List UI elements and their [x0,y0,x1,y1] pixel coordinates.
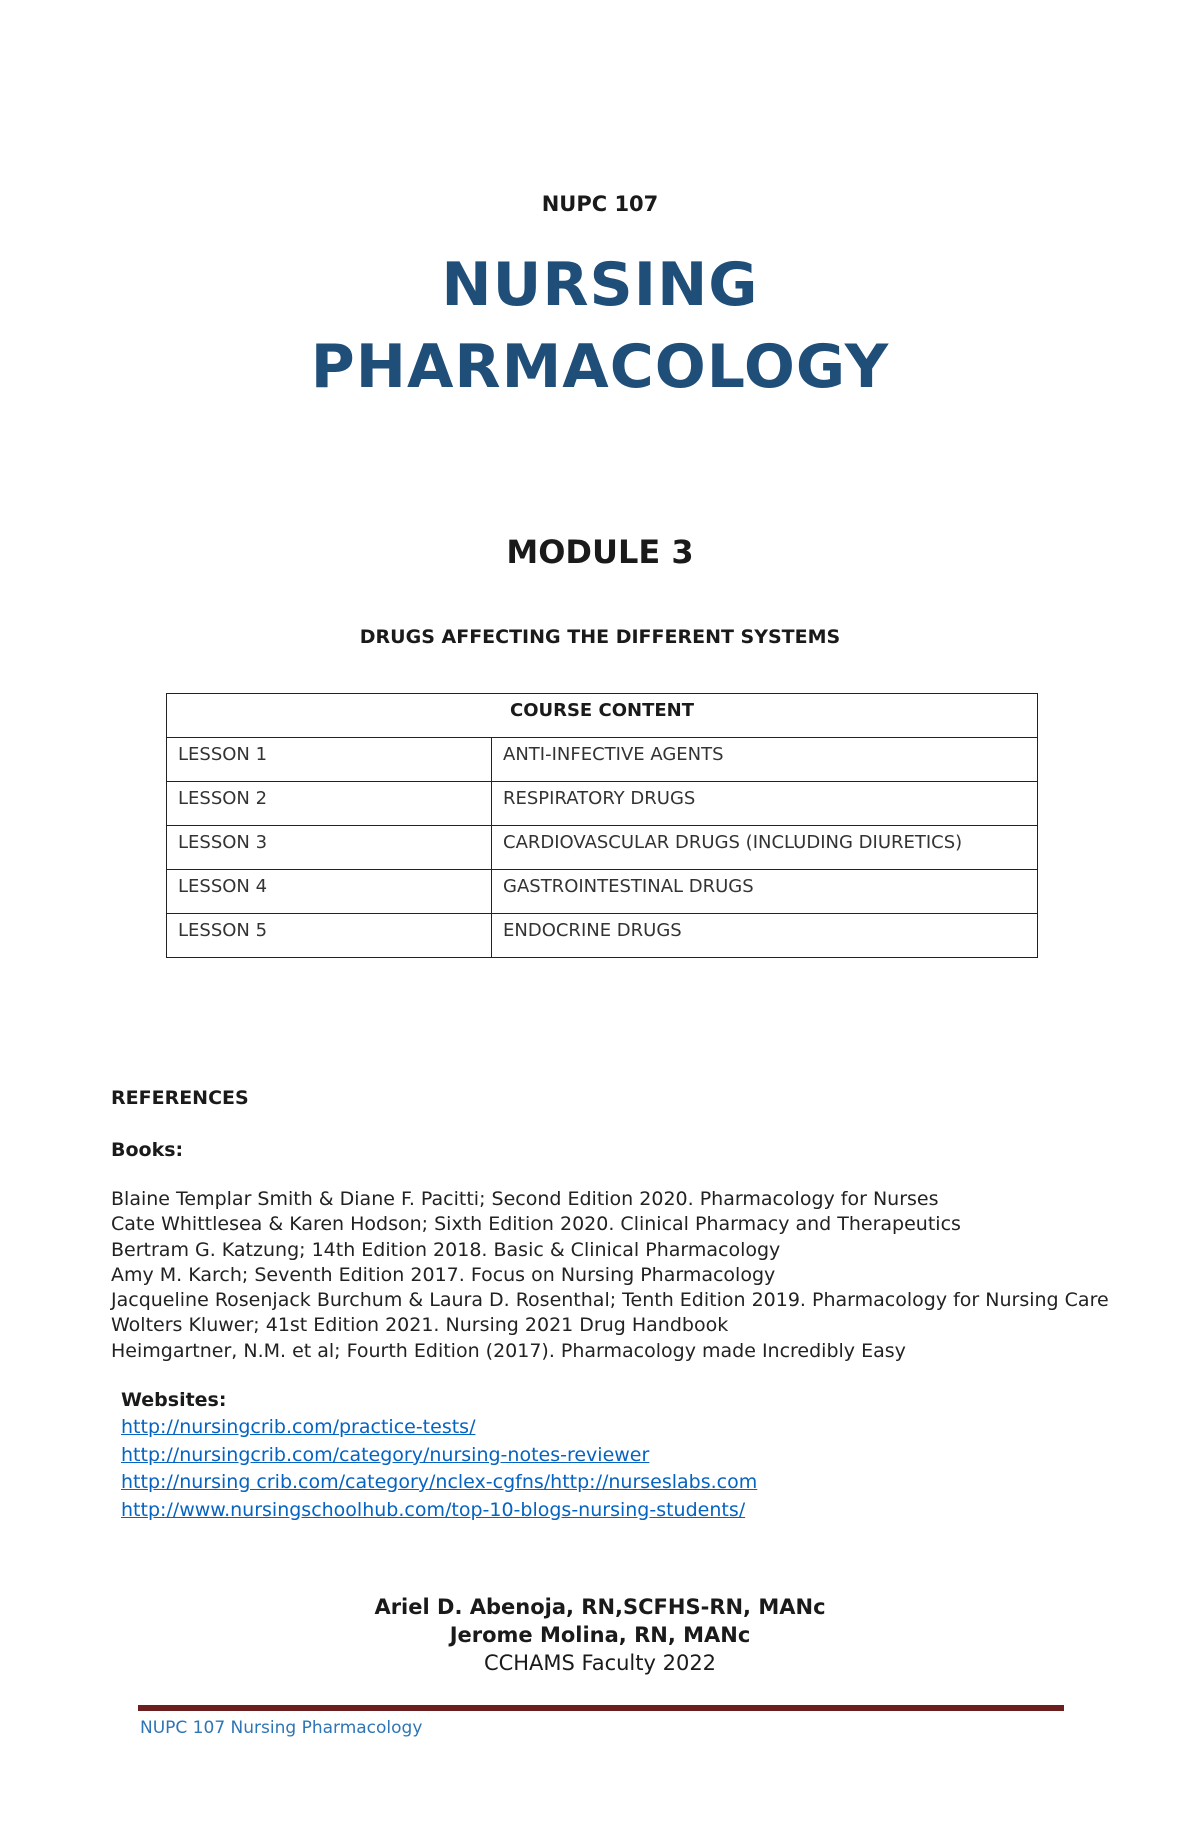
book-reference: Amy M. Karch; Seventh Edition 2017. Focus on Nursing Pharmacology [111,1263,776,1286]
book-reference: Wolters Kluwer; 41st Edition 2021. Nursing 2021 Drug Handbook [111,1314,729,1337]
title-line-1: NURSING [441,250,759,320]
lesson-topic: ANTI-INFECTIVE AGENTS [492,738,1038,782]
module-subtitle: DRUGS AFFECTING THE DIFFERENT SYSTEMS [359,626,841,648]
table-row [167,914,1038,958]
website-link[interactable]: http://nursingcrib.com/practice-tests/ [121,1416,476,1438]
book-reference: Jacqueline Rosenjack Burchum & Laura D. Rosenthal; Tenth Edition 2019. Pharmacology for Nursing Care [111,1289,1109,1312]
document-title [0,244,1200,408]
book-reference: Bertram G. Katzung; 14th Edition 2018. Basic & Clinical Pharmacology [111,1238,781,1261]
table-header-row [167,694,1038,738]
lesson-topic: ENDOCRINE DRUGS [492,914,1038,958]
website-link[interactable]: http://nursingcrib.com/category/nursing-notes-reviewer [121,1443,650,1466]
footer-divider [138,1705,1064,1711]
references-heading: REFERENCES [111,1087,249,1109]
authors-block [0,1593,1200,1677]
lesson-topic: CARDIOVASCULAR DRUGS (INCLUDING DIURETICS) [492,826,1038,870]
table-heading: COURSE CONTENT [167,694,1038,738]
lesson-label: LESSON 4 [167,870,492,914]
author-name: Ariel D. Abenoja, RN,SCFHS-RN, MANc [374,1595,826,1619]
author-name: Jerome Molina, RN, MANc [449,1623,751,1647]
websites-heading: Websites: [121,1389,227,1411]
table-row [167,738,1038,782]
footer-text: NUPC 107 Nursing Pharmacology [140,1718,423,1738]
lesson-topic: GASTROINTESTINAL DRUGS [492,870,1038,914]
table-row [167,782,1038,826]
course-code: NUPC 107 [541,192,659,216]
lesson-label: LESSON 2 [167,782,492,826]
books-heading: Books: [111,1139,184,1161]
lesson-label: LESSON 3 [167,826,492,870]
book-reference: Cate Whittlesea & Karen Hodson; Sixth Edition 2020. Clinical Pharmacy and Therapeutics [111,1213,961,1236]
books-list [111,1187,1109,1364]
lesson-label: LESSON 1 [167,738,492,782]
table-row [167,826,1038,870]
lesson-label: LESSON 5 [167,914,492,958]
website-link[interactable]: http://nursing crib.com/category/nclex-cgfns/http://nurseslabs.com [121,1471,758,1493]
title-line-2: PHARMACOLOGY [310,332,890,402]
book-reference: Heimgartner, N.M. et al; Fourth Edition (2017). Pharmacology made Incredibly Easy [111,1339,906,1362]
book-reference: Blaine Templar Smith & Diane F. Pacitti; Second Edition 2020. Pharmacology for Nurses [111,1188,939,1210]
module-title: MODULE 3 [506,533,694,571]
author-affiliation: CCHAMS Faculty 2022 [483,1651,717,1675]
website-link[interactable]: http://www.nursingschoolhub.com/top-10-blogs-nursing-students/ [121,1498,746,1521]
websites-list [121,1414,757,1524]
table-row [167,870,1038,914]
lesson-topic: RESPIRATORY DRUGS [492,782,1038,826]
course-content-table [166,693,1038,958]
